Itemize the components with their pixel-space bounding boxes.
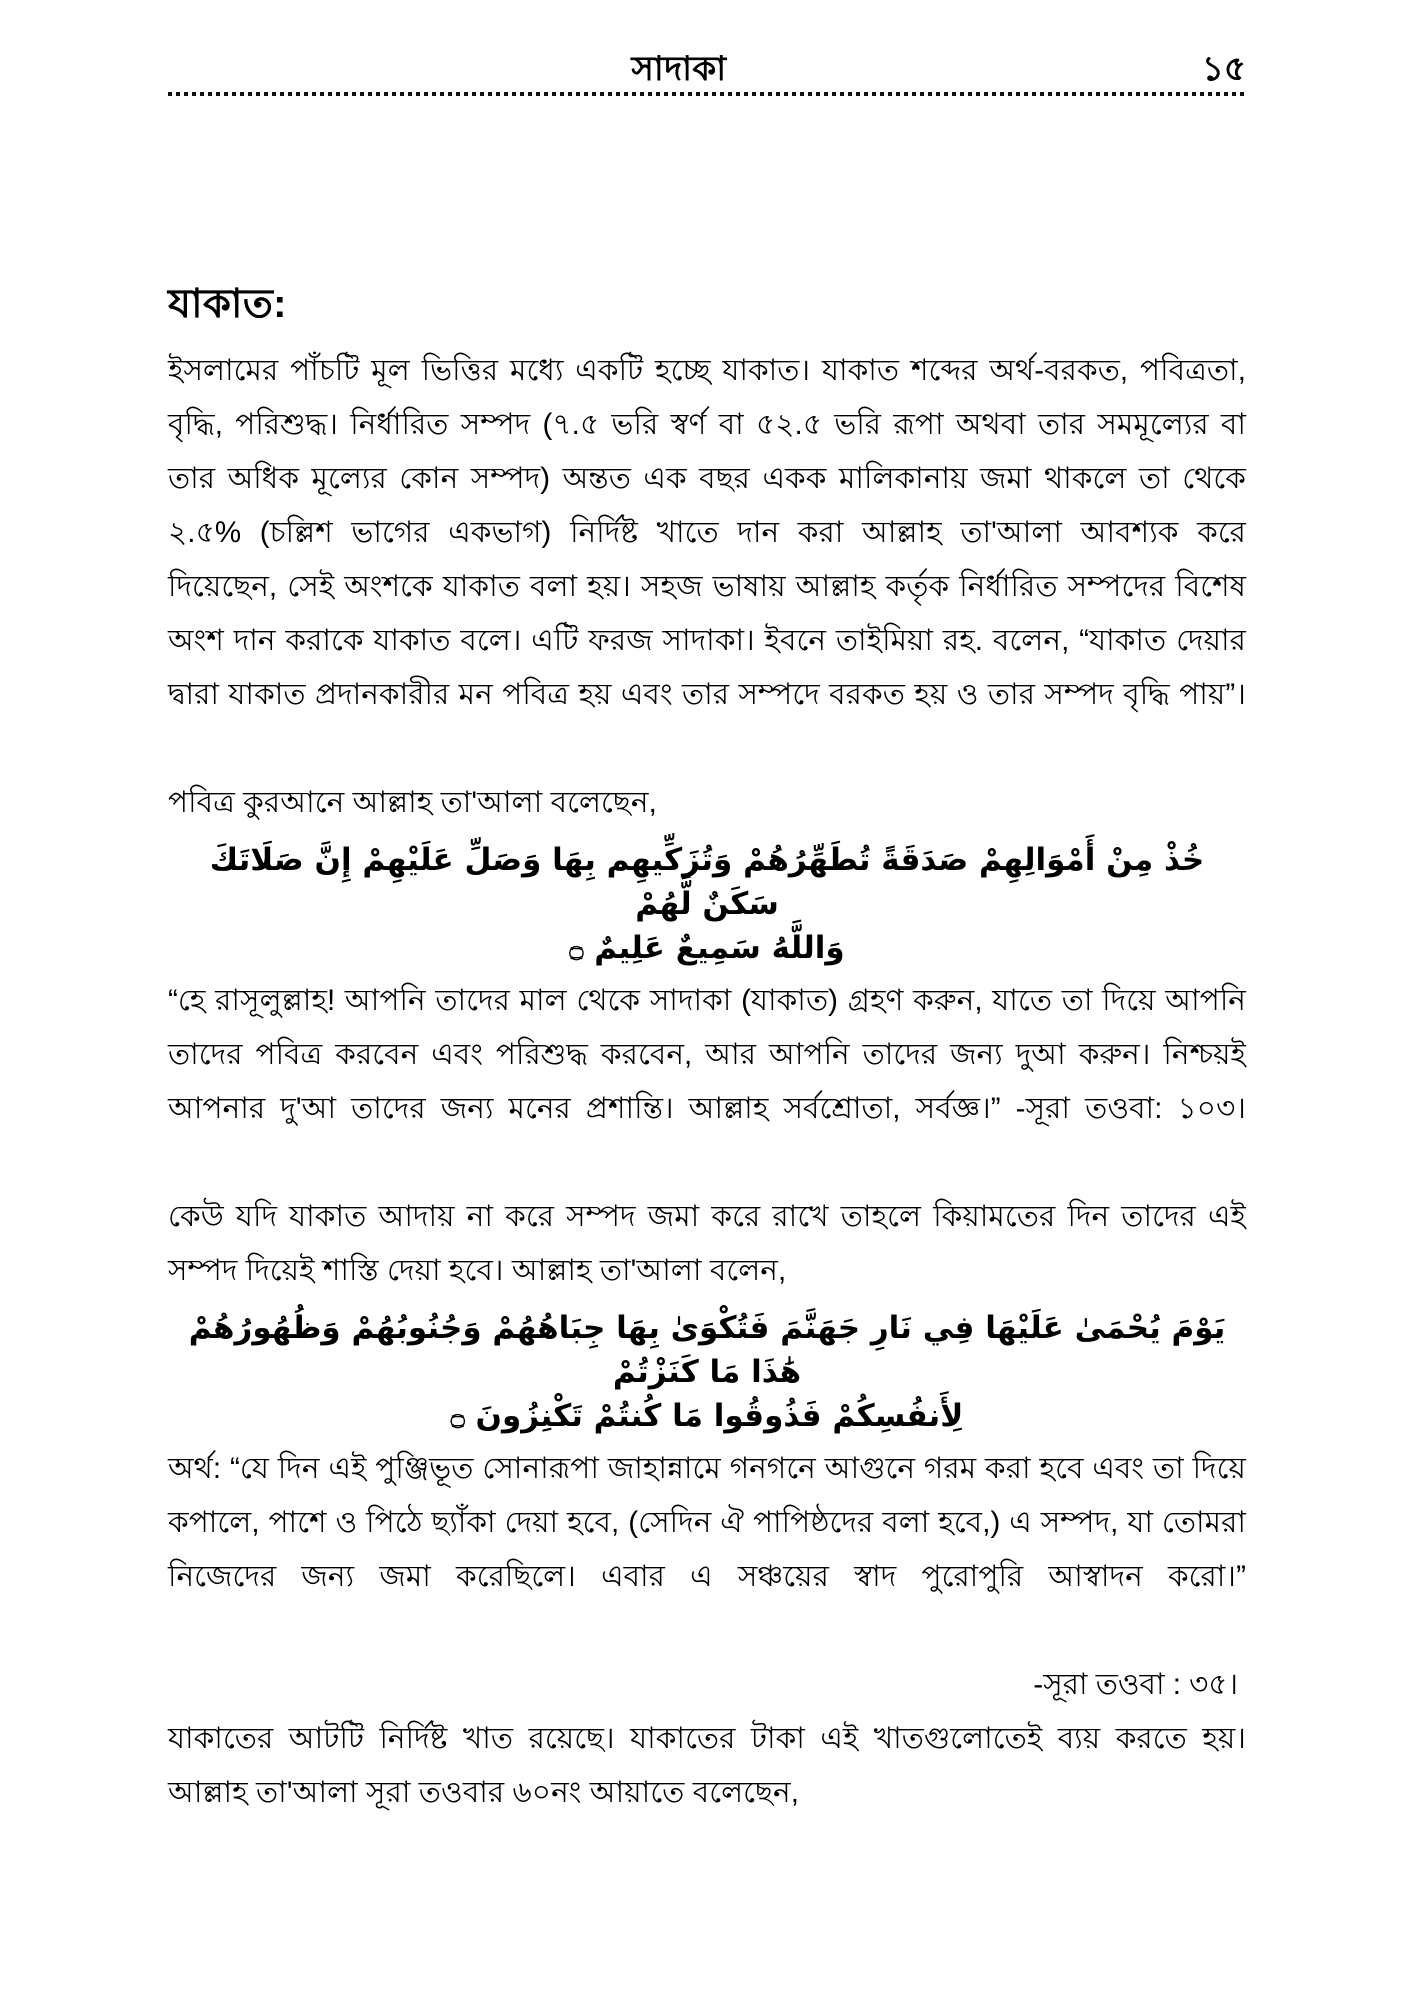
verse-reference-tawbah-35: -সূরা তওবা : ৩৫। — [1033, 1668, 1238, 1701]
paragraph-translation-tawbah-35: অর্থ: “যে দিন এই পুঞ্জিভূত সোনারূপা জাহান্নামে গনগনে আগুনে গরম করা হবে এবং তা দিয়ে কপালে, পাশে ও পিঠে ছ্যাঁকা দেয়া হবে, (সেদিন ঐ পাপিষ্ঠদের বলা হবে,) এ সম্পদ, যা তোমরা নিজেদের জন্য জমা করেছিলে। এবার এ সঞ্চয়ের স্বাদ পুরোপুরি আস্বাদন করো।” — [168, 1452, 1246, 1593]
spacer — [168, 1298, 1246, 1300]
running-head — [168, 34, 1246, 96]
spacer — [168, 830, 1246, 832]
page-number: ১৫ — [1201, 50, 1246, 88]
quran-verse-tawbah-35 — [168, 1306, 1246, 1438]
text-block — [168, 282, 1246, 1820]
section-heading-zakat: যাকাত: — [168, 282, 287, 326]
quran-verse-tawbah-103 — [168, 838, 1246, 970]
ayah-end-mark-icon: ۝ — [569, 934, 584, 962]
quran-verse-2-line-2 — [168, 1394, 1246, 1438]
running-head-row — [168, 34, 1246, 86]
quran-verse-2-line-1: يَوْمَ يُحْمَىٰ عَلَيْهَا فِي نَارِ جَهَنَّمَ فَتُكْوَىٰ بِهَا جِبَاهُهُمْ وَجُنُوبُهُمْ وَظُهُورُهُمْ هَٰذَا مَا كَنَزْتُمْ — [188, 1310, 1226, 1390]
running-head-title: সাদাকা — [631, 50, 727, 88]
quran-verse-line-1: خُذْ مِنْ أَمْوَالِهِمْ صَدَقَةً تُطَهِّرُهُمْ وَتُزَكِّيهِم بِهَا وَصَلِّ عَلَيْهِمْ إِنَّ صَلَاتَكَ سَكَنٌ لَّهُمْ — [209, 842, 1205, 922]
quran-verse-line-2 — [168, 926, 1246, 970]
paragraph-eight-categories: যাকাতের আটটি নির্দিষ্ট খাত রয়েছে। যাকাতের টাকা এই খাতগুলোতেই ব্যয় করতে হয়। আল্লাহ তা'আলা সূরা তওবার ৬০নং আয়াতে বলেছেন, — [168, 1722, 1246, 1809]
verse-reference-line — [168, 1658, 1246, 1712]
paragraph-quran-intro: পবিত্র কুরআনে আল্লাহ তা'আলা বলেছেন, — [168, 786, 657, 819]
ayah-end-mark-icon: ۝ — [450, 1402, 465, 1430]
paragraph-hoarding-warning: কেউ যদি যাকাত আদায় না করে সম্পদ জমা করে রাখে তাহলে কিয়ামতের দিন তাদের এই সম্পদ দিয়েই শাস্তি দেয়া হবে। আল্লাহ তা'আলা বলেন, — [168, 1200, 1246, 1287]
paragraph-translation-tawbah-103: “হে রাসূলুল্লাহ! আপনি তাদের মাল থেকে সাদাকা (যাকাত) গ্রহণ করুন, যাতে তা দিয়ে আপনি তাদের পবিত্র করবেন এবং পরিশুদ্ধ করবেন, আর আপনি তাদের জন্য দুআ করুন। নিশ্চয়ই আপনার দু'আ তাদের জন্য মনের প্রশান্তি। আল্লাহ সর্বশ্রোতা, সর্বজ্ঞ।” -সূরা তওবা: ১০৩। — [168, 984, 1246, 1125]
paragraph-zakat-definition: ইসলামের পাঁচটি মূল ভিত্তির মধ্যে একটি হচ্ছে যাকাত। যাকাত শব্দের অর্থ-বরকত, পবিত্রতা, বৃদ্ধি, পরিশুদ্ধ। নির্ধারিত সম্পদ (৭.৫ ভরি স্বর্ণ বা ৫২.৫ ভরি রূপা অথবা তার সমমূল্যের বা তার অধিক মূল্যের কোন সম্পদ) অন্তত এক বছর একক মালিকানায় জমা থাকলে তা থেকে ২.৫% (চল্লিশ ভাগের একভাগ) নির্দিষ্ট খাতে দান করা আল্লাহ তা'আলা আবশ্যক করে দিয়েছেন, সেই অংশকে যাকাত বলা হয়। সহজ ভাষায় আল্লাহ কর্তৃক নির্ধারিত সম্পদের বিশেষ অংশ দান করাকে যাকাত বলে। এটি ফরজ সাদাকা। ইবনে তাইমিয়া রহ. বলেন, “যাকাত দেয়ার দ্বারা যাকাত প্রদানকারীর মন পবিত্র হয় এবং তার সম্পদে বরকত হয় ও তার সম্পদ বৃদ্ধি পায়”। — [168, 354, 1246, 711]
quran-verse-line-2-text: وَاللَّهُ سَمِيعٌ عَلِيمٌ — [594, 930, 845, 966]
header-dotted-rule — [168, 92, 1246, 96]
quran-verse-2-line-2-text: لِأَنفُسِكُمْ فَذُوقُوا مَا كُنتُمْ تَكْنِزُونَ — [475, 1398, 964, 1434]
